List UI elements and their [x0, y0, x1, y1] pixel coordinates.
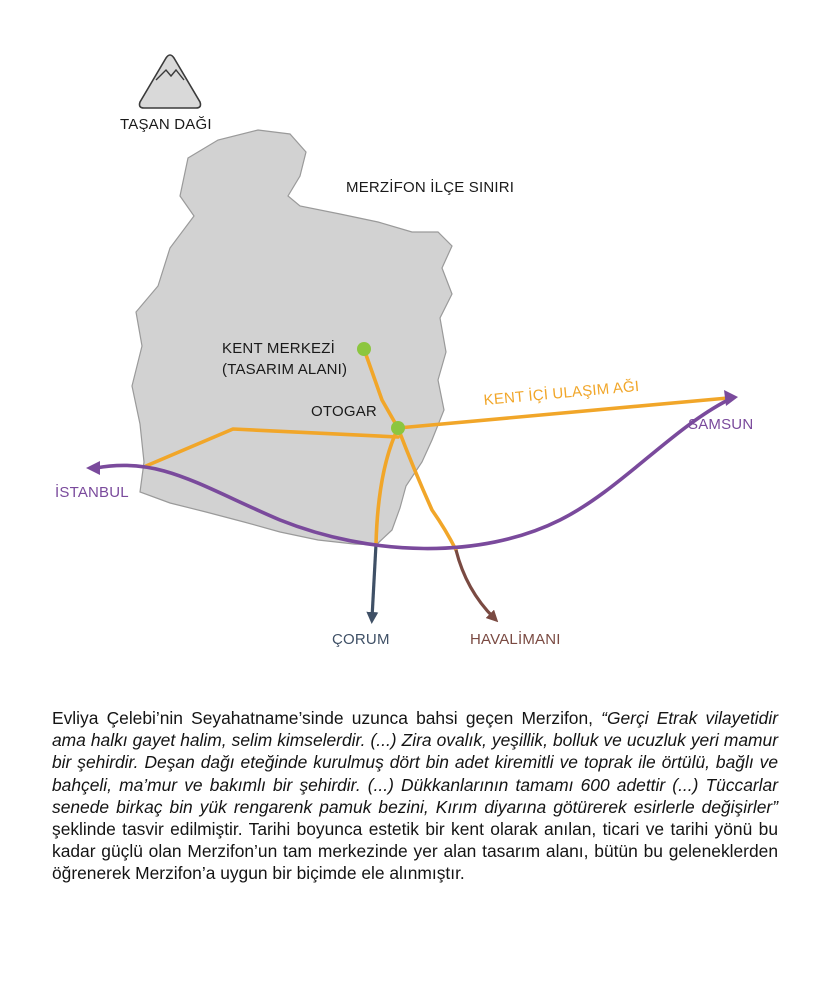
label-samsun: SAMSUN: [688, 416, 754, 433]
highway-arrow-samsun: [724, 390, 738, 406]
label-airport: HAVALİMANI: [470, 631, 561, 648]
description-rest: şeklinde tasvir edilmiştir. Tarihi boyunca estetik bir kent olarak anılan, ticari ve tarihi yönü bu kadar güçlü olan Merzifon’un tam merkezinde yer alan tasarım alanı, bütün bu geleneklerden öğrenerek Merzifon’a uygun bir biçimde ele alınmıştır.: [52, 819, 778, 884]
mountain-icon: [140, 55, 201, 108]
label-istanbul: İSTANBUL: [55, 484, 129, 501]
bus-terminal-marker: [391, 421, 405, 435]
description-intro: Evliya Çelebi’nin Seyahatname’sinde uzunca bahsi geçen Merzifon,: [52, 708, 593, 728]
label-bus-terminal: OTOGAR: [311, 403, 377, 420]
label-city-center-line2: (TASARIM ALANI): [222, 361, 348, 378]
city-center-marker: [357, 342, 371, 356]
road-airport: [456, 550, 494, 618]
road-corum: [372, 544, 376, 618]
description-quote: “Gerçi Etrak vilayetidir ama halkı gayet halim, selim kimselerdir. (...) Zira ovalık, yeşillik, bolluk ve ucuzluk yeri mamur bir şehirdir. Deşan dağı eteğinde kurulmuş dört bin adet kiremitli ve toprak ile örtülü, bağlı ve bahçeli, ma’mur ve bakımlı bir şehirdir. (...) Dükkanlarının tamamı 600 adettir (...) Tüccarlar senede birkaç bin yük rengarenk pamuk bezini, Kırım diyarına götürerek esirlerle değişirler”: [52, 708, 778, 817]
label-district-boundary: MERZİFON İLÇE SINIRI: [346, 179, 515, 196]
description-paragraph: [52, 707, 778, 885]
label-corum: ÇORUM: [332, 631, 390, 648]
label-city-center-line1: KENT MERKEZİ: [222, 340, 335, 357]
highway-arrow-istanbul: [86, 461, 100, 475]
label-tasan-dagi: TAŞAN DAĞI: [120, 116, 212, 133]
label-urban-transport: KENT İÇİ ULAŞIM AĞI: [483, 377, 640, 409]
